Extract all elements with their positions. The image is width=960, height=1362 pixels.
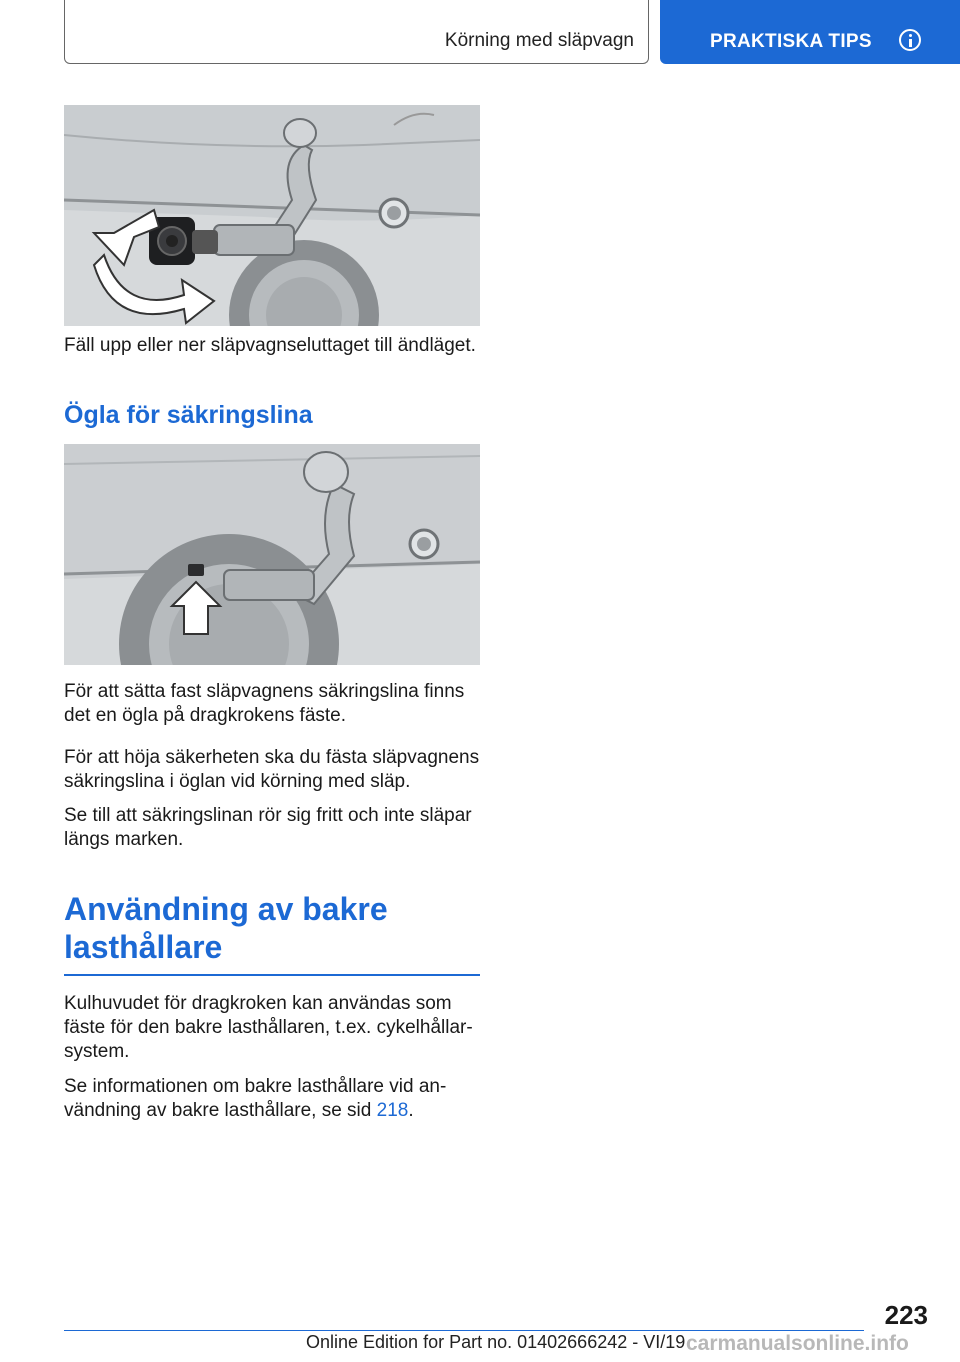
footer-divider [64,1330,864,1331]
header-section-tab[interactable] [660,0,960,64]
figure-socket-fold [64,105,480,326]
heading-lasthallare: Användning av bakre lasthållare [64,890,480,976]
paragraph-anv-2 [64,1075,484,1123]
page-link-218[interactable]: 218 [376,1100,409,1121]
paragraph-anv-2-text: Se informationen om bakre lasthållare vid användning av bakre lasthållare, se sid [64,1076,447,1121]
figure-eyelet [64,444,480,665]
paragraph-ogla-1: För att sätta fast släpvagnens säkringslina finns det en ögla på dragkrokens fäste. [64,681,465,726]
footer-edition: Online Edition for Part no. 01402666242 - VI/19 [306,1332,686,1352]
paragraph-anv-1: Kulhuvudet för dragkroken kan användas som fäste för den bakre lasthållaren, t.ex. cykelhållarsystem. [64,993,473,1062]
info-icon [899,29,921,51]
page-number: 223 [884,1300,928,1330]
heading-ogla: Ögla för säkringslina [64,401,313,429]
paragraph-ogla-3: Se till att säkringslinan rör sig fritt och inte släpar längs marken. [64,805,472,850]
watermark: carmanualsonline.info [686,1332,909,1355]
chapter-title: Körning med släpvagn [444,30,634,51]
caption-socket: Fäll upp eller ner släpvagnseluttaget till ändläget. [64,335,476,356]
header-chapter-box [64,0,649,64]
section-title: PRAKTISKA TIPS [710,31,872,52]
paragraph-anv-2-end: . [408,1100,414,1121]
paragraph-ogla-2: För att höja säkerheten ska du fästa släpvagnens säkringslina i öglan vid körning med släp. [64,747,480,792]
